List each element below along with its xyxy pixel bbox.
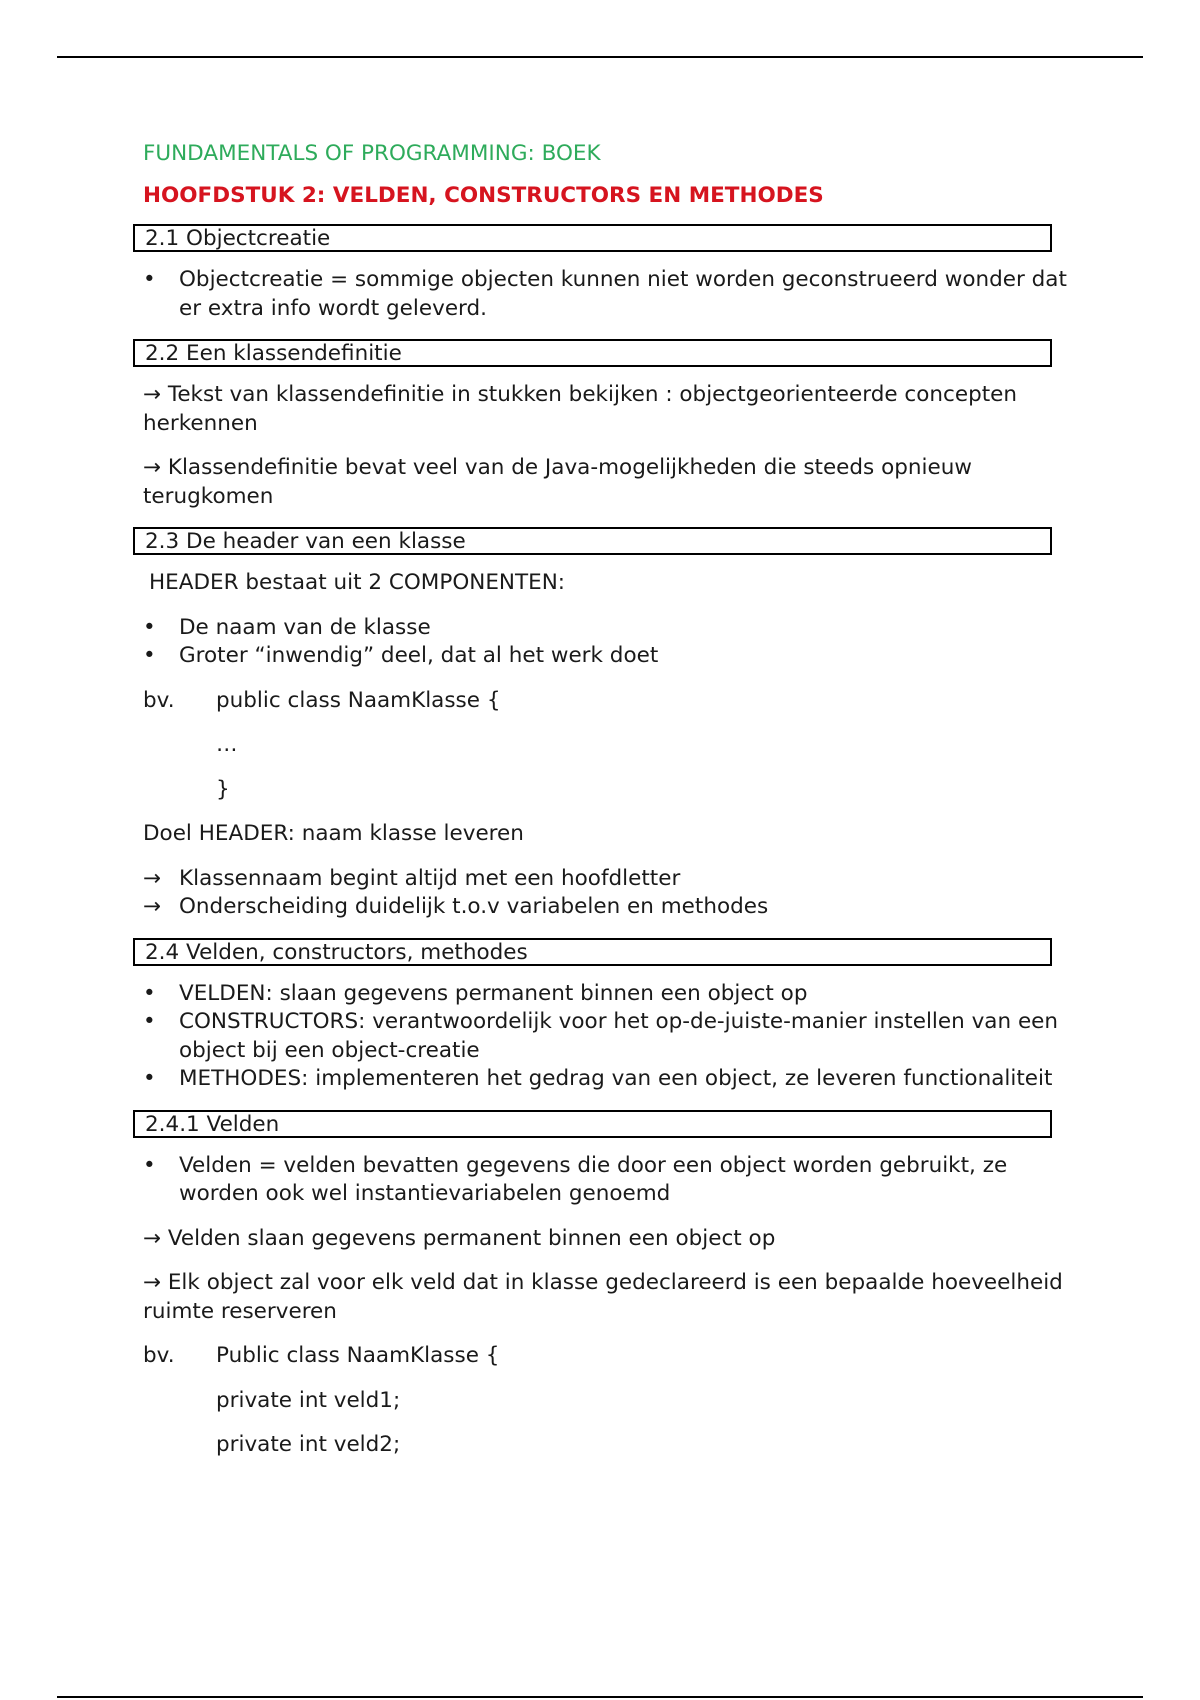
paragraph: Doel HEADER: naam klasse leveren [143,821,524,846]
paragraph: → Velden slaan gegevens permanent binnen een object op [143,1225,776,1251]
list-item [143,865,1068,894]
code-example [143,1342,1068,1371]
code-line: private int veld2; [216,1432,401,1457]
example-label: bv. [143,1343,175,1368]
code-line: Public class NaamKlasse { [216,1343,500,1368]
bullet-list [143,980,1068,1094]
code-line: public class NaamKlasse { [216,687,501,713]
section-heading-2-4: 2.4 Velden, constructors, methodes [133,938,1052,966]
paragraph: → Elk object zal voor elk veld dat in klasse gedeclareerd is een bepaalde hoeveelheid ruimte reserveren [143,1270,1063,1324]
chapter-title: HOOFDSTUK 2: VELDEN, CONSTRUCTORS EN METHODES [143,183,824,208]
arrow-list [143,865,1068,922]
section-heading-2-1: 2.1 Objectcreatie [133,224,1052,252]
section-heading-2-2: 2.2 Een klassendefinitie [133,339,1052,367]
bullet-list [143,266,1068,323]
section-heading-2-3: 2.3 De header van een klasse [133,527,1052,555]
arrow-right-icon: → [143,894,162,919]
document-title: FUNDAMENTALS OF PROGRAMMING: BOEK [143,141,601,166]
footer-rule [57,1696,1143,1698]
section-heading-2-4-1: 2.4.1 Velden [133,1110,1052,1138]
arrow-right-icon: → [143,865,162,891]
list-item: • De naam van de klasse [143,614,1068,643]
paragraph: → Tekst van klassendefinitie in stukken bekijken : objectgeorienteerde concepten herkennen [143,382,1017,436]
code-line: … [216,732,238,757]
code-line: private int veld1; [216,1387,401,1413]
list-item: • VELDEN: slaan gegevens permanent binnen een object op [143,980,1068,1009]
list-item-text: Onderscheiding duidelijk t.o.v variabelen en methodes [179,894,769,919]
list-item: • CONSTRUCTORS: verantwoordelijk voor het op-de-juiste-manier instellen van een object bij een object-creatie [143,1008,1068,1065]
list-item: • Velden = velden bevatten gegevens die door een object worden gebruikt, ze worden ook wel instantievariabelen genoemd [143,1152,1068,1209]
bullet-list [143,1152,1068,1209]
example-label: bv. [143,687,175,713]
list-item: • Objectcreatie = sommige objecten kunnen niet worden geconstrueerd wonder dat er extra info wordt geleverd. [143,266,1068,323]
list-item-text: Klassennaam begint altijd met een hoofdletter [179,865,681,891]
document-body [143,140,1068,1476]
paragraph: → Klassendefinitie bevat veel van de Java-mogelijkheden die steeds opnieuw terugkomen [143,455,972,509]
bullet-list [143,614,1068,671]
list-item: • Groter “inwendig” deel, dat al het werk doet [143,642,1068,671]
header-rule [57,56,1143,58]
paragraph: HEADER bestaat uit 2 COMPONENTEN: [149,570,566,595]
code-example [143,687,1068,716]
list-item [143,893,1068,922]
code-line: } [216,776,230,802]
list-item: • METHODES: implementeren het gedrag van een object, ze leveren functionaliteit [143,1065,1068,1094]
